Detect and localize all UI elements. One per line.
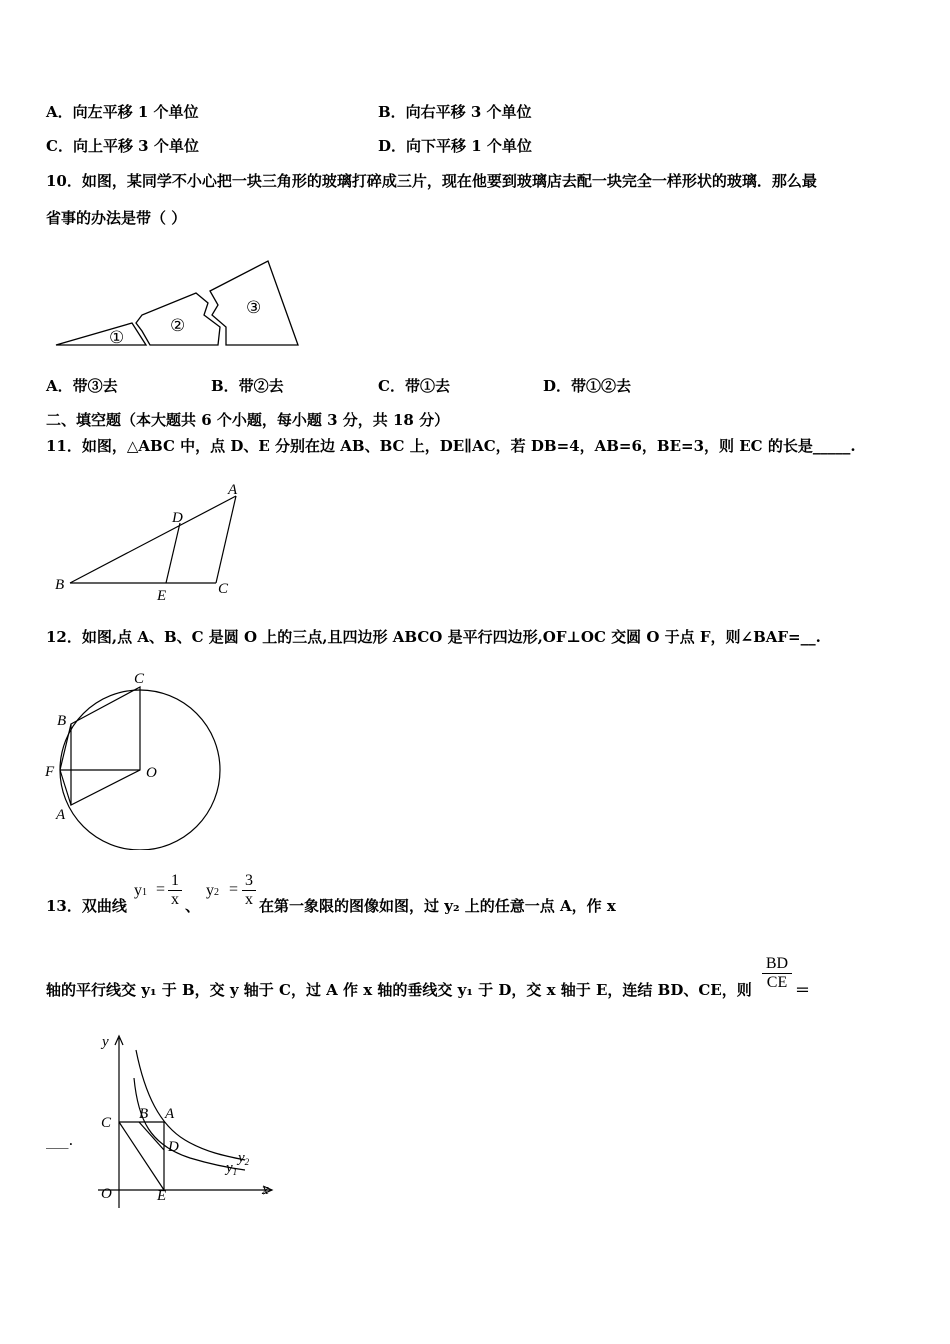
y1-subscript: 1	[142, 887, 147, 898]
label-o: O	[101, 1186, 112, 1202]
curve-label-y1: $y_1$	[226, 1160, 238, 1177]
label-e: E	[157, 1188, 167, 1204]
q9-option-a: A．向左平移 1 个单位	[46, 103, 199, 121]
fraction-2-denominator: x	[245, 891, 253, 908]
equals-1: =	[156, 881, 166, 898]
q10-text-line1: 10．如图，某同学不小心把一块三角形的玻璃打碎成三片，现在他要到玻璃店去配一块完全一样形状的玻璃．那么最	[46, 172, 817, 190]
q10-option-d: D．带①②去	[543, 377, 632, 395]
axis-label-x: x	[262, 1182, 269, 1198]
label-b: B	[139, 1106, 149, 1122]
label-b: B	[57, 713, 67, 729]
y2-symbol: y	[206, 882, 214, 899]
piece-label-2: ②	[170, 316, 186, 335]
section-title: 二、填空题（本大题共 6 个小题，每小题 3 分，共 18 分）	[46, 411, 450, 429]
label-c: C	[134, 671, 145, 687]
hyperbola-figure	[90, 1030, 280, 1215]
piece-label-1: ①	[109, 328, 125, 347]
q11-text: 11．如图，△ABC 中，点 D、E 分别在边 AB、BC 上，DE∥AC，若 DB=4，AB=6，BE=3，则 EC 的长是_____.	[46, 437, 856, 455]
answer-blank: ___.	[46, 1131, 74, 1149]
triangle-figure	[50, 478, 250, 604]
glass-piece-1	[56, 323, 146, 345]
ratio-equals: ＝	[795, 981, 811, 999]
ratio-bd-ce	[762, 955, 792, 992]
q12-text: 12．如图,点 A、B、C 是圆 O 上的三点,且四边形 ABCO 是平行四边形,OF⊥OC 交圆 O 于点 F，则∠BAF=__.	[46, 628, 821, 646]
label-f: F	[45, 764, 55, 780]
fraction-1-over-x	[168, 872, 182, 909]
label-c: C	[101, 1115, 112, 1131]
label-o: O	[146, 765, 157, 781]
axis-label-y: y	[102, 1034, 109, 1050]
ratio-numerator: BD	[765, 955, 789, 972]
broken-glass-figure	[50, 255, 305, 355]
label-e: E	[157, 588, 167, 604]
label-b: B	[55, 577, 65, 593]
label-d: D	[168, 1139, 179, 1155]
label-a: A	[165, 1106, 175, 1122]
q13-prefix: 13．双曲线	[46, 897, 127, 915]
label-a: A	[228, 482, 238, 498]
fraction-1-numerator: 1	[171, 872, 179, 889]
label-a: A	[56, 807, 66, 823]
q9-option-b: B．向右平移 3 个单位	[378, 103, 532, 121]
equals-2: =	[229, 881, 239, 898]
circle-figure	[40, 665, 230, 850]
q10-option-a: A．带③去	[46, 377, 118, 395]
label-d: D	[172, 510, 183, 526]
piece-label-3: ③	[246, 298, 262, 317]
label-c: C	[218, 581, 229, 597]
fraction-3-over-x	[242, 872, 256, 909]
q10-option-c: C．带①去	[378, 377, 450, 395]
q13-text-line2: 轴的平行线交 y₁ 于 B，交 y 轴于 C，过 A 作 x 轴的垂线交 y₁ 于 D，交 x 轴于 E，连结 BD、CE，则	[46, 981, 752, 999]
q9-option-c: C．向上平移 3 个单位	[46, 137, 199, 155]
separator: 、	[185, 897, 201, 915]
q10-text-line2: 省事的办法是带（ ）	[46, 209, 187, 227]
ratio-denominator: CE	[766, 974, 788, 991]
y2-subscript: 2	[214, 887, 219, 898]
q13-text-after: 在第一象限的图像如图，过 y₂ 上的任意一点 A，作 x	[259, 897, 616, 915]
fraction-2-numerator: 3	[245, 872, 253, 889]
curve-label-y2: $y_2$	[238, 1150, 250, 1167]
fraction-1-denominator: x	[171, 891, 179, 908]
q10-option-b: B．带②去	[211, 377, 284, 395]
y1-symbol: y	[134, 882, 142, 899]
q9-option-d: D．向下平移 1 个单位	[378, 137, 532, 155]
